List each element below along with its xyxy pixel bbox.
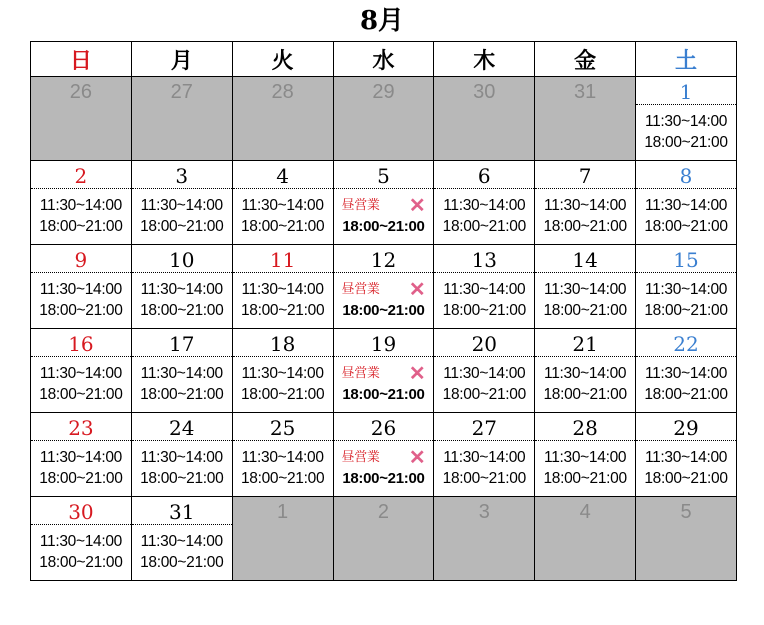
month-title: 8月 [359, 6, 405, 36]
day-number: 5 [334, 161, 434, 189]
day-number: 4 [579, 501, 591, 523]
closed-x-icon: ✕ [408, 362, 426, 385]
closed-x-icon: ✕ [408, 446, 426, 469]
day-number: 3 [132, 161, 232, 189]
dinner-hours: 18:00~21:00 [442, 386, 526, 403]
week-row [31, 329, 737, 413]
lunch-hours: 11:30~14:00 [241, 281, 324, 298]
lunch-hours: 11:30~14:00 [39, 197, 123, 214]
week-row [31, 497, 737, 581]
lunch-hours: 11:30~14:00 [644, 197, 728, 214]
lunch-hours: 11:30~14:00 [140, 533, 223, 550]
business-hours [132, 441, 232, 489]
day-cell-other-month [333, 77, 434, 161]
day-cell-other-month [535, 497, 636, 581]
weekday-fri: 金 [535, 42, 636, 77]
weekday-sat: 土 [636, 42, 737, 77]
dinner-hours: 18:00~21:00 [240, 218, 325, 235]
day-number: 8 [636, 161, 736, 189]
day-cell [333, 245, 434, 329]
day-cell [535, 245, 636, 329]
day-number: 1 [277, 501, 289, 523]
business-hours [636, 105, 736, 153]
closed-x-icon: ✕ [408, 278, 426, 301]
business-hours [233, 189, 333, 237]
business-hours [132, 357, 232, 405]
day-cell-other-month [535, 77, 636, 161]
dinner-hours: 18:00~21:00 [442, 218, 526, 235]
dinner-hours: 18:00~21:00 [342, 470, 425, 487]
lunch-hours: 11:30~14:00 [644, 449, 728, 466]
week-row [31, 245, 737, 329]
dinner-hours: 18:00~21:00 [644, 386, 728, 403]
day-number: 10 [132, 245, 232, 273]
day-number: 26 [69, 81, 93, 103]
lunch-hours: 11:30~14:00 [644, 281, 728, 298]
day-cell [131, 497, 232, 581]
business-hours [31, 189, 131, 237]
dinner-hours: 18:00~21:00 [140, 302, 224, 319]
day-number: 1 [636, 77, 736, 105]
day-cell [131, 245, 232, 329]
day-cell-other-month [131, 77, 232, 161]
business-hours [233, 273, 333, 321]
business-hours [636, 189, 736, 237]
day-cell [434, 161, 535, 245]
lunch-hours: 11:30~14:00 [140, 281, 223, 298]
lunch-hours: 11:30~14:00 [140, 449, 223, 466]
dinner-hours: 18:00~21:00 [140, 218, 224, 235]
day-cell [636, 329, 737, 413]
business-hours [132, 525, 232, 573]
day-number: 26 [334, 413, 434, 441]
day-number: 27 [170, 81, 193, 103]
dinner-hours: 18:00~21:00 [543, 470, 627, 487]
day-number: 20 [434, 329, 534, 357]
business-hours [31, 357, 131, 405]
weekday-header-row [31, 42, 737, 77]
weekday-thu: 木 [434, 42, 535, 77]
lunch-closed-label: 昼営業 [341, 366, 380, 381]
day-cell-other-month [434, 77, 535, 161]
day-cell-other-month [333, 497, 434, 581]
day-cell [535, 161, 636, 245]
business-hours [636, 357, 736, 405]
day-number: 30 [31, 497, 131, 525]
business-hours [233, 357, 333, 405]
lunch-hours: 11:30~14:00 [443, 197, 526, 214]
day-cell [31, 329, 132, 413]
day-number: 3 [478, 501, 490, 523]
lunch-closed-label: 昼営業 [341, 450, 380, 465]
lunch-hours: 11:30~14:00 [544, 449, 627, 466]
day-cell [232, 245, 333, 329]
day-cell [131, 413, 232, 497]
business-hours [334, 357, 434, 405]
lunch-hours: 11:30~14:00 [241, 449, 324, 466]
dinner-hours: 18:00~21:00 [342, 218, 425, 235]
dinner-hours: 18:00~21:00 [543, 302, 627, 319]
business-hours [535, 357, 635, 405]
business-hours [535, 189, 635, 237]
day-number: 16 [31, 329, 131, 357]
weekday-tue: 火 [232, 42, 333, 77]
week-row [31, 161, 737, 245]
day-cell [131, 161, 232, 245]
business-hours [31, 441, 131, 489]
business-hours [434, 357, 534, 405]
lunch-hours: 11:30~14:00 [140, 365, 223, 382]
weekday-mon: 月 [131, 42, 232, 77]
day-cell [31, 413, 132, 497]
day-cell [31, 497, 132, 581]
day-cell-other-month [31, 77, 132, 161]
day-cell-other-month [434, 497, 535, 581]
day-cell [333, 329, 434, 413]
day-number: 18 [233, 329, 333, 357]
day-cell [636, 161, 737, 245]
day-number: 29 [372, 81, 395, 103]
day-number: 2 [377, 501, 390, 523]
lunch-hours: 11:30~14:00 [544, 281, 627, 298]
lunch-hours: 11:30~14:00 [39, 533, 123, 550]
day-cell-other-month [636, 497, 737, 581]
dinner-hours: 18:00~21:00 [39, 470, 123, 487]
lunch-closed-label: 昼営業 [341, 282, 380, 297]
business-hours [334, 441, 434, 489]
business-hours [334, 189, 434, 237]
dinner-hours: 18:00~21:00 [240, 386, 325, 403]
dinner-hours: 18:00~21:00 [240, 302, 325, 319]
business-hours [233, 441, 333, 489]
week-row [31, 77, 737, 161]
lunch-closed-label: 昼営業 [341, 198, 380, 213]
calendar-table [30, 41, 737, 581]
lunch-hours: 11:30~14:00 [39, 449, 123, 466]
dinner-hours: 18:00~21:00 [240, 470, 325, 487]
business-hours [535, 441, 635, 489]
day-number: 12 [334, 245, 434, 273]
dinner-hours: 18:00~21:00 [342, 302, 425, 319]
day-cell [333, 161, 434, 245]
lunch-hours: 11:30~14:00 [443, 281, 526, 298]
day-number: 6 [434, 161, 534, 189]
day-number: 2 [31, 161, 131, 189]
day-cell [636, 77, 737, 161]
lunch-closed-notice [334, 447, 434, 468]
lunch-closed-notice [334, 195, 434, 216]
day-cell [31, 161, 132, 245]
day-number: 25 [233, 413, 333, 441]
lunch-hours: 11:30~14:00 [39, 365, 123, 382]
day-cell [434, 245, 535, 329]
dinner-hours: 18:00~21:00 [342, 386, 425, 403]
business-hours [334, 273, 434, 321]
business-hours [434, 189, 534, 237]
day-cell [232, 161, 333, 245]
day-number: 29 [636, 413, 736, 441]
dinner-hours: 18:00~21:00 [543, 218, 627, 235]
day-cell [535, 413, 636, 497]
business-hours [31, 525, 131, 573]
day-number: 15 [636, 245, 736, 273]
day-cell [232, 413, 333, 497]
lunch-hours: 11:30~14:00 [39, 281, 123, 298]
day-number: 5 [680, 501, 692, 523]
day-cell [535, 329, 636, 413]
day-number: 28 [535, 413, 635, 441]
day-number: 31 [132, 497, 232, 525]
lunch-hours: 11:30~14:00 [443, 449, 526, 466]
dinner-hours: 18:00~21:00 [644, 218, 728, 235]
lunch-hours: 11:30~14:00 [140, 197, 223, 214]
lunch-hours: 11:30~14:00 [544, 197, 627, 214]
day-cell [434, 329, 535, 413]
business-hours [636, 441, 736, 489]
day-number: 21 [535, 329, 635, 357]
day-number: 7 [535, 161, 635, 189]
day-number: 17 [132, 329, 232, 357]
dinner-hours: 18:00~21:00 [39, 554, 123, 571]
lunch-hours: 11:30~14:00 [544, 365, 627, 382]
calendar-body [31, 77, 737, 581]
dinner-hours: 18:00~21:00 [140, 470, 224, 487]
day-number: 13 [434, 245, 534, 273]
business-hours [132, 189, 232, 237]
day-number: 19 [334, 329, 434, 357]
day-cell [636, 413, 737, 497]
dinner-hours: 18:00~21:00 [644, 134, 728, 151]
week-row [31, 413, 737, 497]
business-hours [434, 273, 534, 321]
day-cell [333, 413, 434, 497]
dinner-hours: 18:00~21:00 [442, 470, 526, 487]
day-number: 23 [31, 413, 131, 441]
lunch-closed-notice [334, 279, 434, 300]
business-hours [535, 273, 635, 321]
day-cell [131, 329, 232, 413]
dinner-hours: 18:00~21:00 [140, 386, 224, 403]
business-hours [31, 273, 131, 321]
day-number: 31 [574, 81, 597, 103]
dinner-hours: 18:00~21:00 [543, 386, 627, 403]
day-number: 24 [132, 413, 232, 441]
dinner-hours: 18:00~21:00 [644, 470, 728, 487]
lunch-hours: 11:30~14:00 [443, 365, 526, 382]
day-cell [31, 245, 132, 329]
weekday-sun: 日 [31, 42, 132, 77]
dinner-hours: 18:00~21:00 [39, 218, 123, 235]
day-cell [636, 245, 737, 329]
day-number: 30 [473, 81, 496, 103]
day-cell-other-month [232, 497, 333, 581]
lunch-hours: 11:30~14:00 [241, 365, 324, 382]
dinner-hours: 18:00~21:00 [140, 554, 224, 571]
weekday-wed: 水 [333, 42, 434, 77]
dinner-hours: 18:00~21:00 [644, 302, 728, 319]
day-cell [232, 329, 333, 413]
lunch-hours: 11:30~14:00 [241, 197, 324, 214]
dinner-hours: 18:00~21:00 [39, 386, 123, 403]
day-number: 4 [233, 161, 333, 189]
day-cell [434, 413, 535, 497]
business-hours [434, 441, 534, 489]
lunch-hours: 11:30~14:00 [644, 365, 728, 382]
lunch-hours: 11:30~14:00 [644, 113, 728, 130]
dinner-hours: 18:00~21:00 [442, 302, 526, 319]
day-number: 11 [233, 245, 333, 273]
closed-x-icon: ✕ [408, 194, 426, 217]
day-number: 22 [636, 329, 736, 357]
day-number: 14 [535, 245, 635, 273]
day-cell-other-month [232, 77, 333, 161]
day-number: 27 [434, 413, 534, 441]
lunch-closed-notice [334, 363, 434, 384]
business-hours [636, 273, 736, 321]
business-hours [132, 273, 232, 321]
day-number: 28 [271, 81, 294, 103]
day-number: 9 [31, 245, 131, 273]
dinner-hours: 18:00~21:00 [39, 302, 123, 319]
